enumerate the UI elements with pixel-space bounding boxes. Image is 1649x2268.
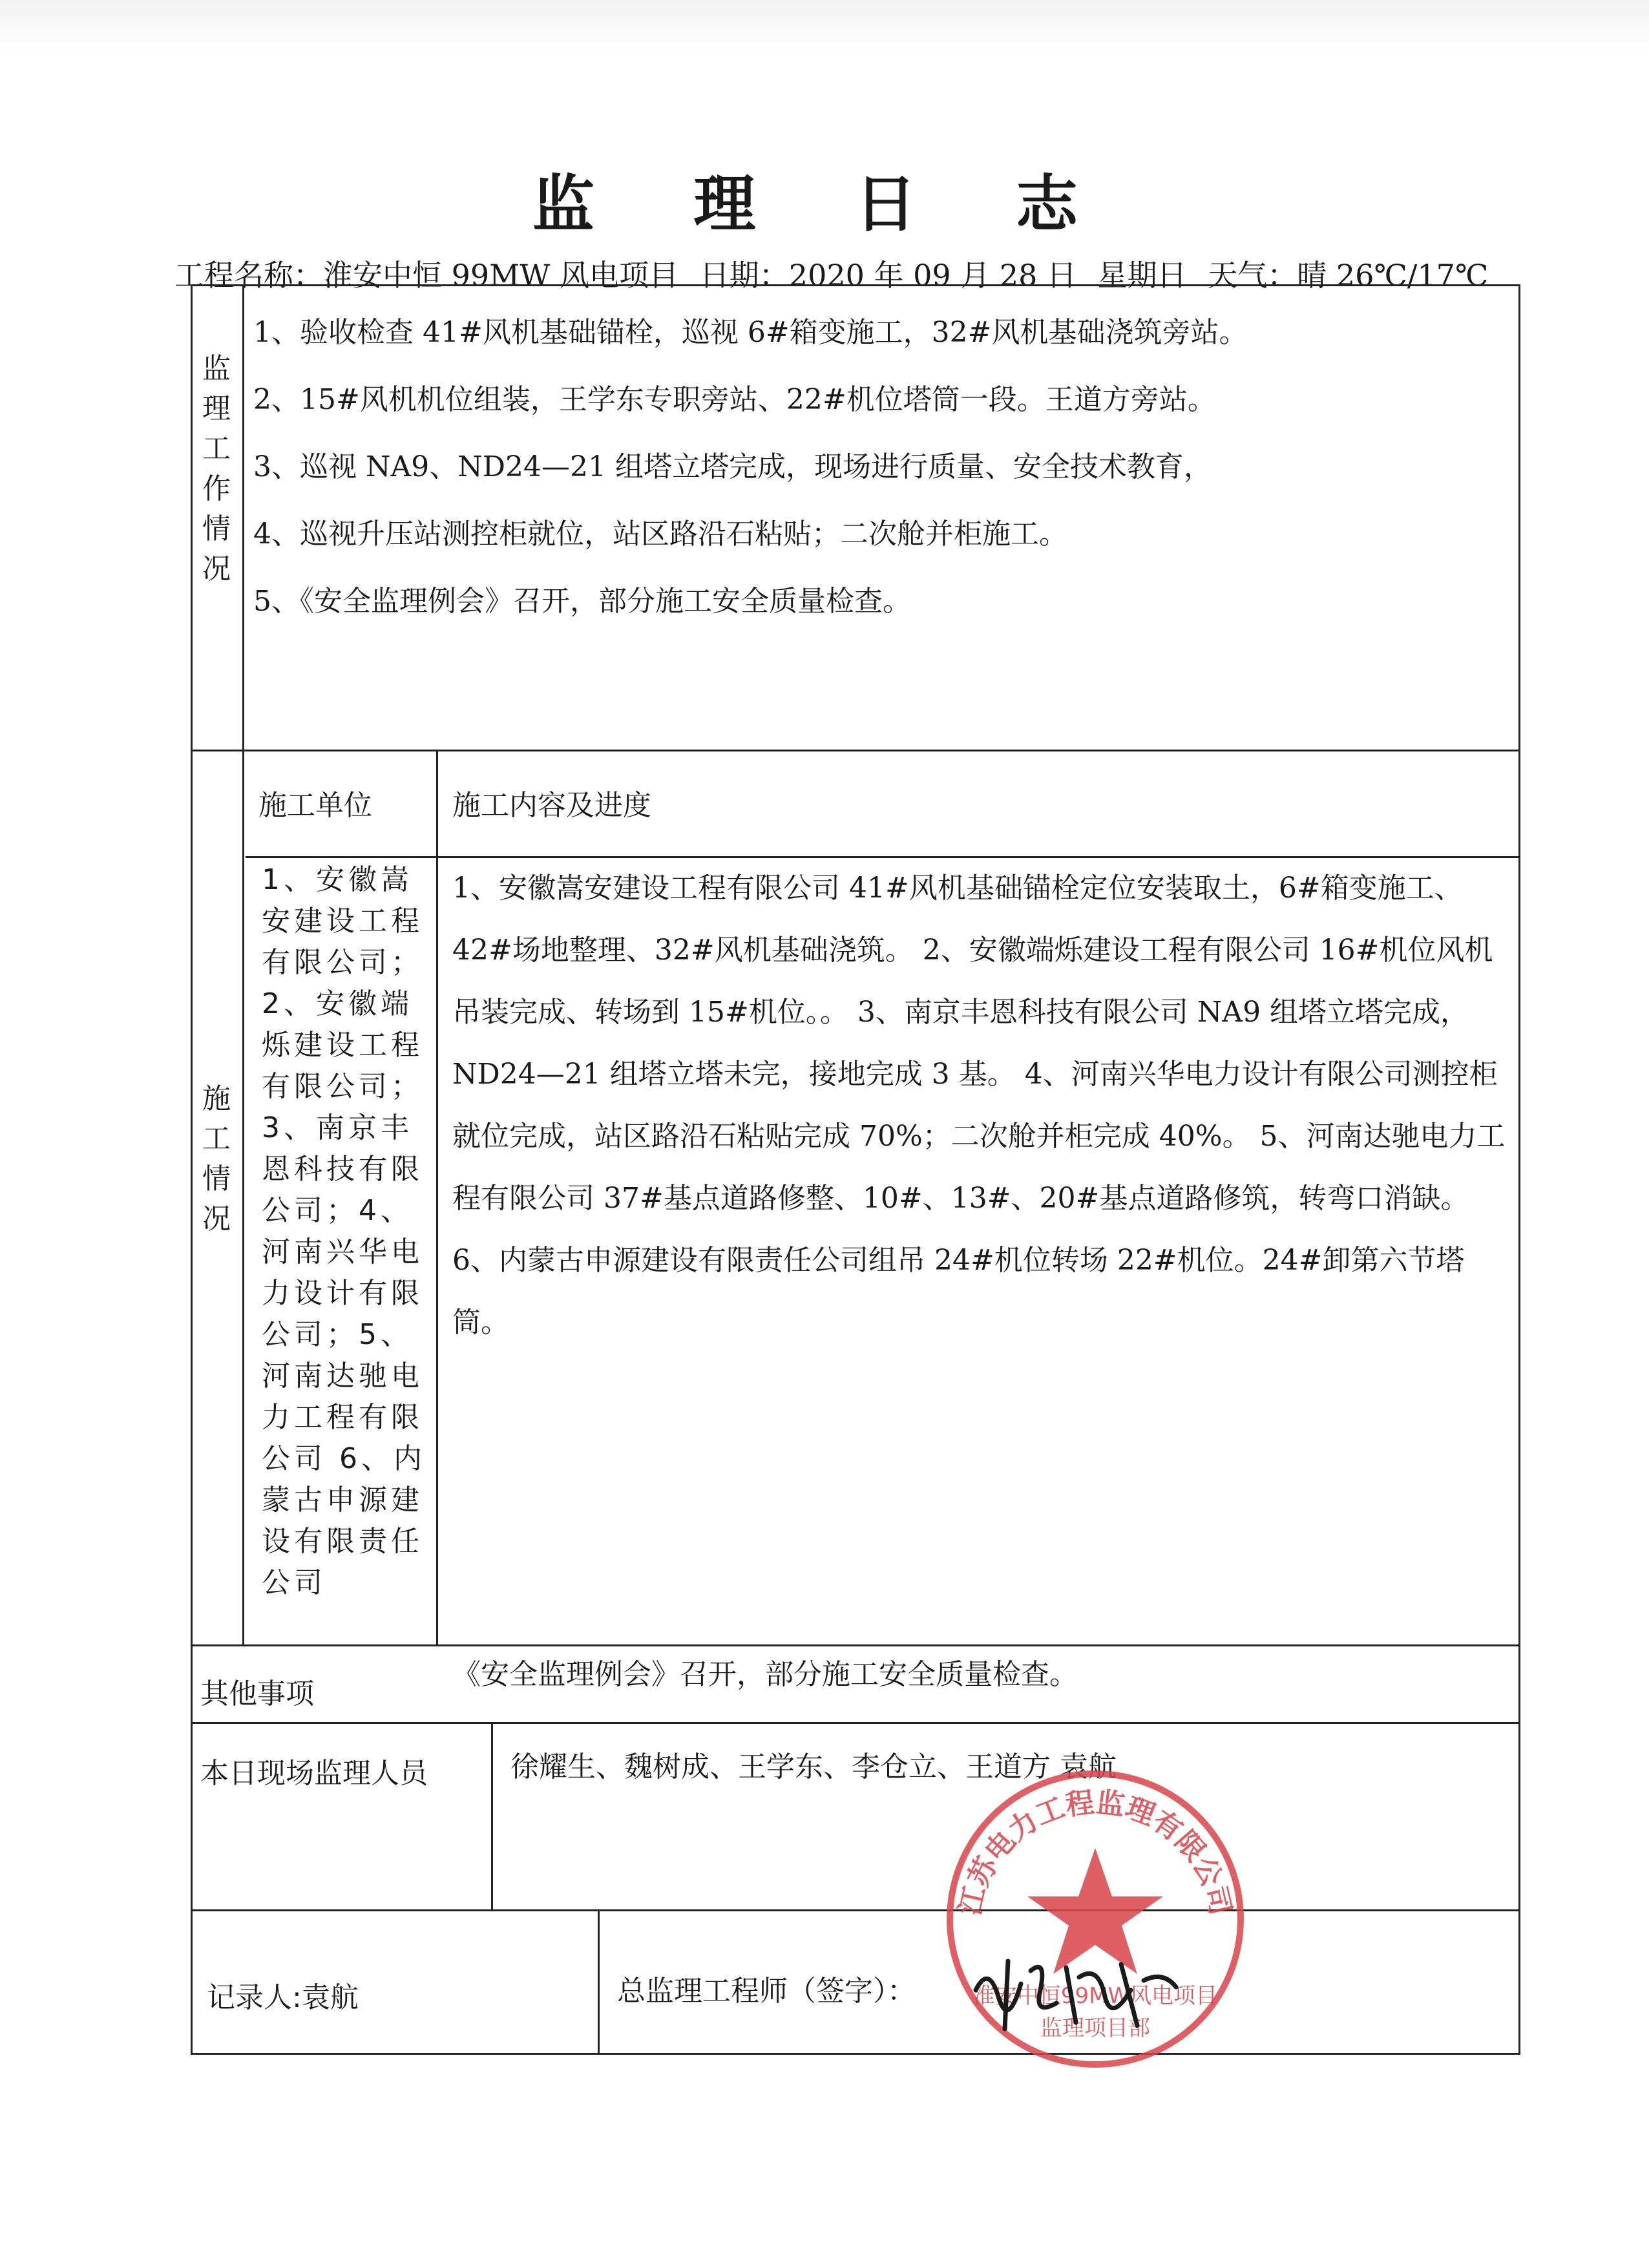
col-divider — [242, 284, 244, 1644]
seal-outer-text: 江苏电力工程监理有限公司 — [953, 1785, 1237, 1918]
seal-inner-text: 淮安中恒99MW风电项目 — [972, 1983, 1218, 2009]
supervision-item: 3、巡视 NA9、ND24—21 组塔立塔完成，现场进行质量、安全技术教育， — [253, 450, 1212, 483]
weekday: 星期日 — [1097, 258, 1187, 293]
col-divider — [436, 750, 438, 1644]
col-divider — [491, 1722, 493, 1909]
weather: 天气：晴 26℃/17℃ — [1208, 258, 1489, 293]
staff-content: 徐耀生、魏树成、王学东、李仓立、王道方 袁航 — [510, 1750, 1117, 1783]
other-content: 《安全监理例会》召开，部分施工安全质量检查。 — [452, 1658, 1078, 1691]
col-divider — [598, 1909, 600, 2055]
supervision-item: 4、巡视升压站测控柜就位，站区路沿石粘贴；二次舱并柜施工。 — [253, 518, 1067, 551]
log-date: 日期：2020 年 09 月 28 日 — [699, 258, 1077, 293]
seal-bottom-text: 监理项目部 — [1040, 2015, 1150, 2041]
row-divider — [191, 1909, 1520, 1911]
staff-label: 本日现场监理人员 — [200, 1757, 428, 1790]
other-label: 其他事项 — [200, 1677, 314, 1710]
supervision-label: 监 理 工 作 情 况 — [202, 352, 231, 585]
row-divider — [191, 1722, 1520, 1724]
supervision-item: 5、《安全监理例会》召开，部分施工安全质量检查。 — [253, 585, 911, 618]
row-divider — [191, 1644, 1520, 1646]
construction-units: 1、安徽嵩安建设工程有限公司；2、安徽端烁建设工程有限公司；3、南京丰恩科技有限公司；4、河南兴华电力设计有限公司；5、河南达驰电力工程有限公司 6、内蒙古申源建设有限责任公司 — [262, 863, 426, 1599]
project-name: 工程名称：淮安中恒 99MW 风电项目 — [174, 258, 679, 293]
handwritten-signature — [969, 1951, 1182, 2035]
chief-signature-label: 总监理工程师（签字）： — [617, 1975, 916, 2008]
construction-content: 1、安徽嵩安建设工程有限公司 41#风机基础锚栓定位安装取土，6#箱变施工、42#场地整理、32#风机基础浇筑。 2、安徽端烁建设工程有限公司 16#机位风机吊装完成、转场到 15#机位。。 3、南京丰恩科技有限公司 NA9 组塔立塔完成，ND24—21 组塔立塔未完，接地完成 3 基。 4、河南兴华电力设计有限公司测控柜就位完成，站区路沿石粘贴完成 70%；二次舱并柜完成 40%。 5、河南达驰电力工程有限公司 37#基点道路修整、10#、13#、20#基点道路修筑，转弯口消缺。 6、内蒙古申源建设有限责任公司组吊 24#机位转场 22#机位。24#卸第六节塔筒。 — [452, 872, 1506, 1339]
unit-header: 施工单位 — [258, 789, 372, 822]
row-divider — [191, 750, 1520, 751]
page-title: 监 理 日 志 — [532, 168, 1117, 240]
content-header: 施工内容及进度 — [452, 789, 651, 822]
supervision-item: 2、15#风机机位组装，王学东专职旁站、22#机位塔筒一段。王道方旁站。 — [253, 383, 1216, 416]
supervision-item: 1、验收检查 41#风机基础锚栓，巡视 6#箱变施工，32#风机基础浇筑旁站。 — [253, 316, 1248, 349]
recorder: 记录人:袁航 — [207, 1981, 359, 2014]
construction-label: 施 工 情 况 — [202, 1082, 231, 1235]
scan-shadow — [0, 0, 1649, 52]
